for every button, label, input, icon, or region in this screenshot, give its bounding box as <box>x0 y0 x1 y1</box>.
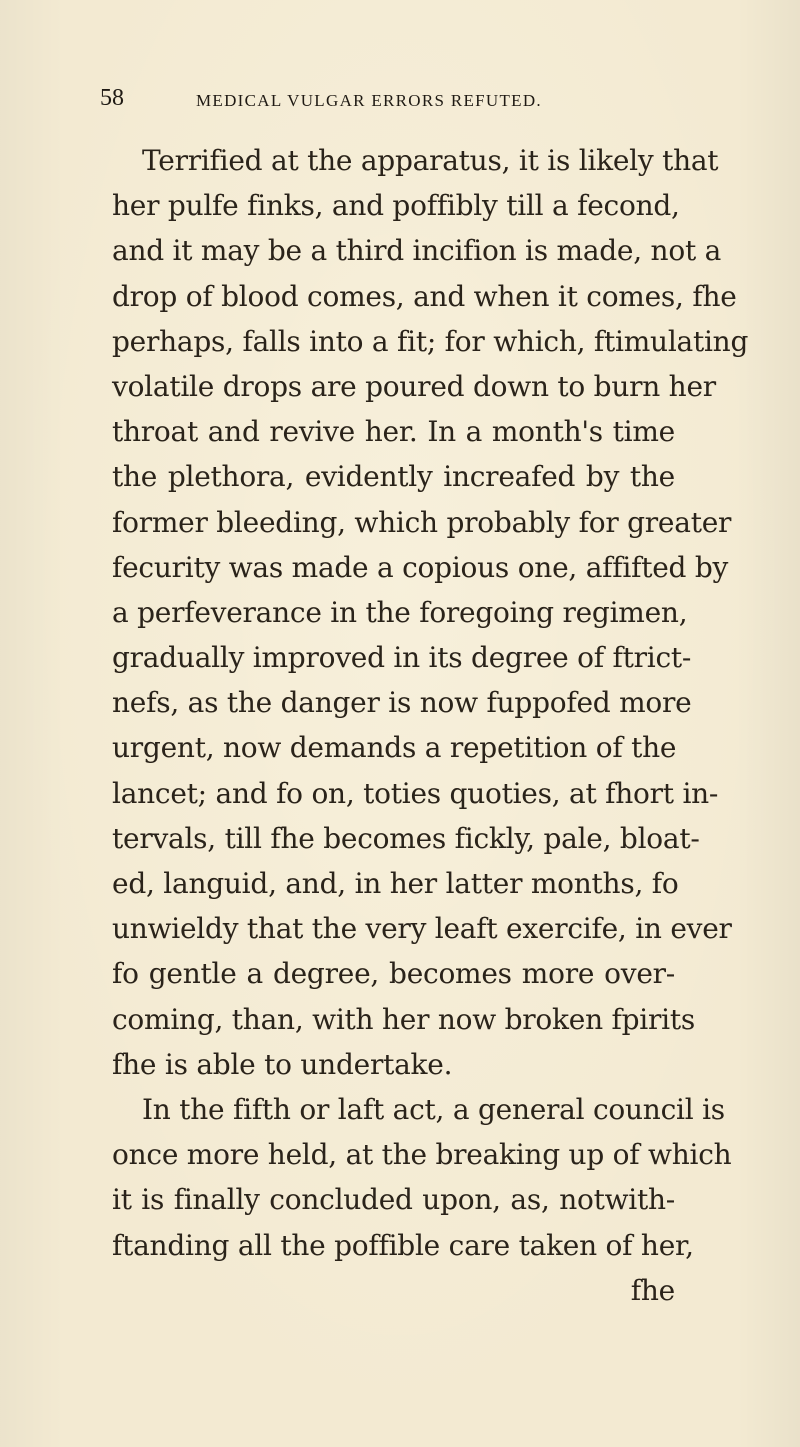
text-line: the plethora, evidently increafed by the <box>112 460 675 494</box>
body-text <box>112 138 749 1313</box>
text-line: tervals, till fhe becomes fickly, pale, bloat- <box>112 821 700 855</box>
text-line: coming, than, with her now broken fpirits <box>112 1002 695 1036</box>
text-line: fecurity was made a copious one, affifted by <box>112 550 729 584</box>
text-line: and it may be a third incifion is made, not a <box>112 234 722 268</box>
text-line: once more held, at the breaking up of which <box>112 1138 732 1172</box>
text-line: her pulfe finks, and poffibly till a fecond, <box>112 189 680 223</box>
text-line: In the fifth or laft act, a general council is <box>142 1092 725 1126</box>
text-line: ed, languid, and, in her latter months, fo <box>112 867 679 900</box>
text-line: drop of blood comes, and when it comes, fhe <box>112 279 737 313</box>
text-line: it is finally concluded upon, as, notwith- <box>112 1183 675 1217</box>
text-line: nefs, as the danger is now fuppofed more <box>112 686 692 720</box>
text-line: throat and revive her. In a month's time <box>112 415 675 449</box>
text-line: urgent, now demands a repetition of the <box>112 731 677 765</box>
text-line: fo gentle a degree, becomes more over- <box>112 957 675 991</box>
text-line: former bleeding, which probably for greater <box>112 505 732 539</box>
page-number: 58 <box>100 85 124 111</box>
text-line: unwieldy that the very leaft exercife, in ever <box>112 912 732 946</box>
text-line: ftanding all the poffible care taken of her, <box>112 1228 694 1262</box>
catchword: fhe <box>630 1273 675 1307</box>
text-line: Terrified at the apparatus, it is likely that <box>142 144 719 177</box>
text-line: fhe is able to undertake. <box>112 1047 453 1081</box>
text-line: volatile drops are poured down to burn her <box>112 369 716 403</box>
running-head <box>100 85 720 119</box>
text-line: perhaps, falls into a fit; for which, ftimulating <box>112 324 749 358</box>
text-line: gradually improved in its degree of ftrict- <box>112 641 692 675</box>
running-head-title: MEDICAL VULGAR ERRORS REFUTED. <box>196 91 542 110</box>
text-line: a perfeverance in the foregoing regimen, <box>112 595 688 629</box>
text-line: lancet; and fo on, toties quoties, at fhort in- <box>112 776 719 810</box>
